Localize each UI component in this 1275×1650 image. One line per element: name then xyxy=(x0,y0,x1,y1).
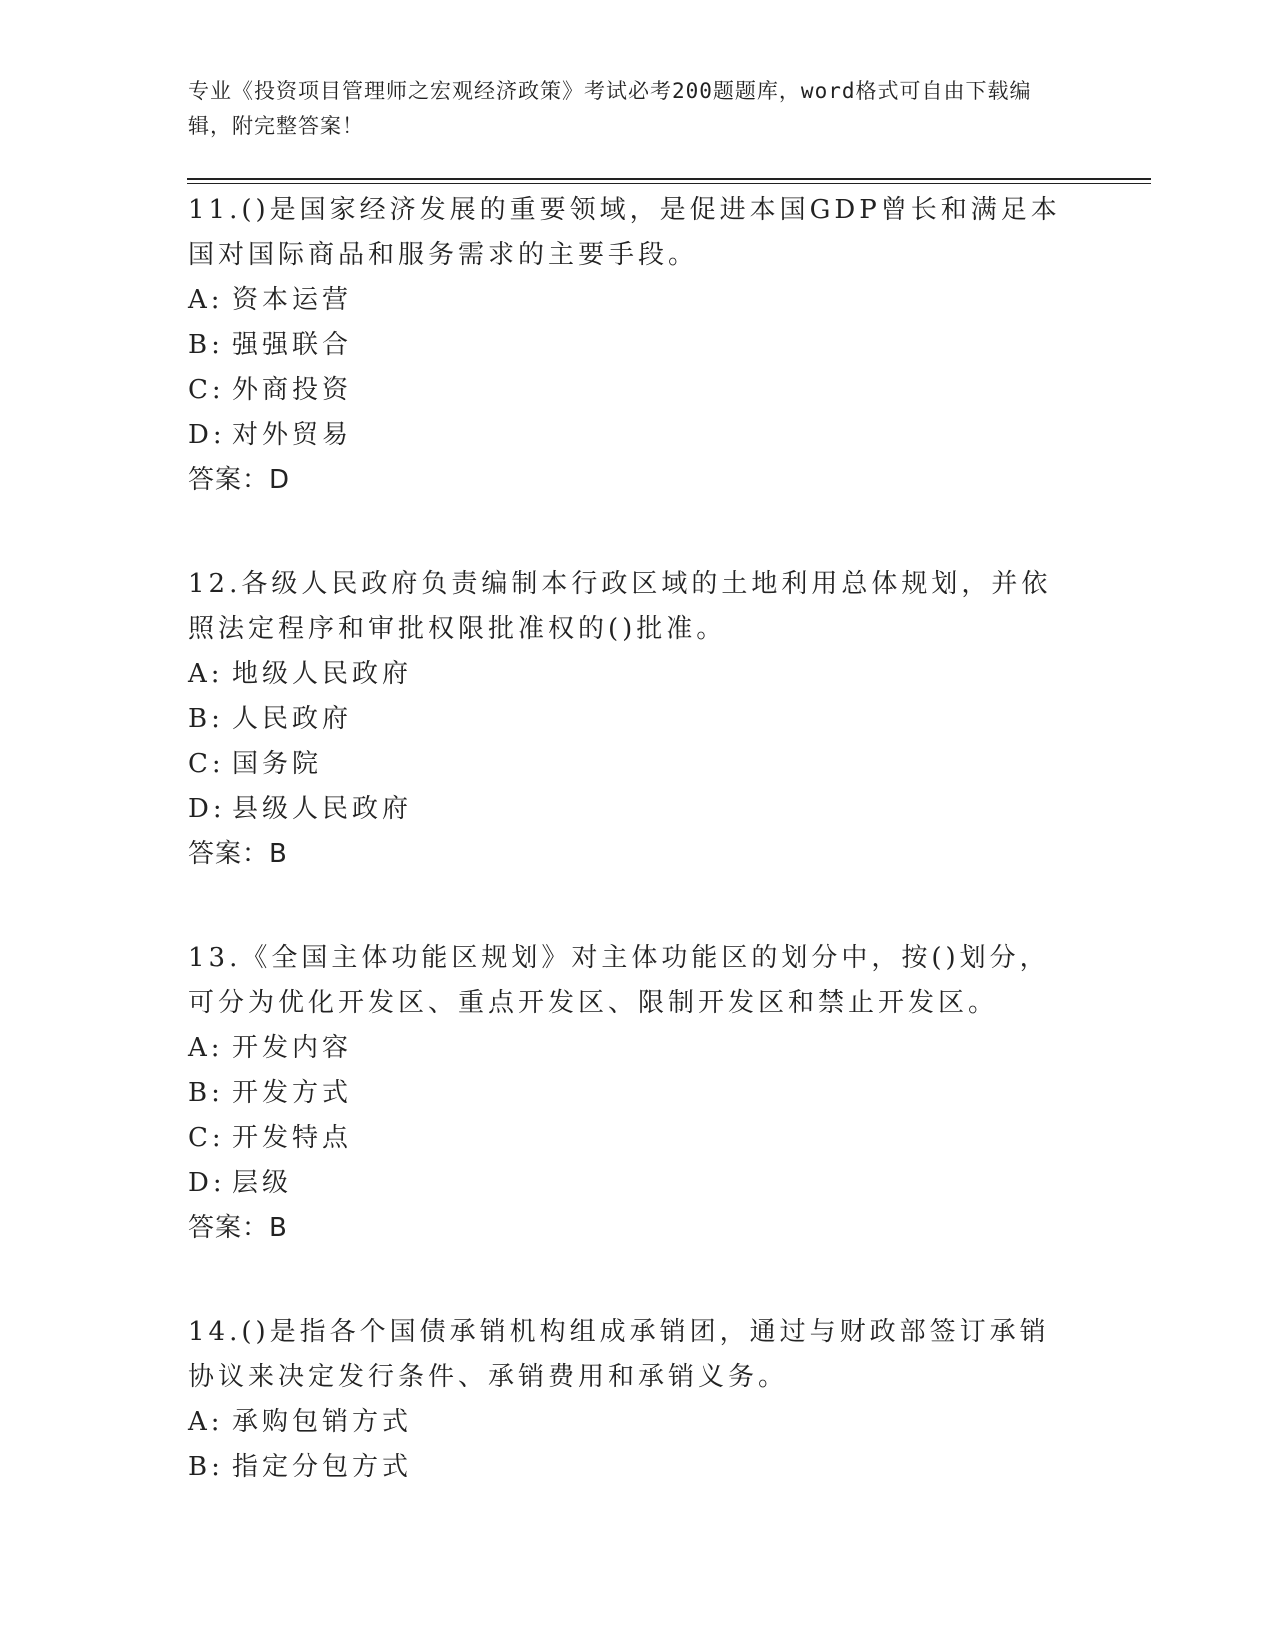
question-stem: 13.《全国主体功能区规划》对主体功能区的划分中，按()划分，可分为优化开发区、重点开发区、限制开发区和禁止开发区。 xyxy=(188,943,1050,1018)
question-12 xyxy=(188,562,1068,877)
option-letter: B: xyxy=(188,1078,224,1108)
option-text: 强强联合 xyxy=(232,330,353,360)
option-text: 开发方式 xyxy=(232,1078,353,1108)
option-a xyxy=(188,1026,1068,1071)
option-text: 县级人民政府 xyxy=(232,794,413,824)
option-letter: A: xyxy=(188,285,224,315)
question-13 xyxy=(188,936,1068,1251)
question-stem: 14.()是指各个国债承销机构组成承销团，通过与财政部签订承销协议来决定发行条件、承销费用和承销义务。 xyxy=(188,1317,1050,1392)
option-text: 外商投资 xyxy=(232,375,353,405)
question-list xyxy=(188,188,1068,1549)
question-11 xyxy=(188,188,1068,503)
option-letter: B: xyxy=(188,1452,224,1482)
answer-line: 答案：B xyxy=(188,1213,288,1243)
header-divider-thin xyxy=(187,183,1151,184)
answer-line: 答案：D xyxy=(188,465,291,495)
option-text: 开发内容 xyxy=(232,1033,353,1063)
option-d xyxy=(188,787,1068,832)
option-text: 开发特点 xyxy=(232,1123,353,1153)
question-stem: 12.各级人民政府负责编制本行政区域的土地利用总体规划，并依照法定程序和审批权限批准权的()批准。 xyxy=(188,569,1052,644)
option-letter: B: xyxy=(188,330,224,360)
option-letter: A: xyxy=(188,1407,224,1437)
option-a xyxy=(188,1400,1068,1445)
question-14 xyxy=(188,1310,1068,1490)
option-letter: A: xyxy=(188,1033,224,1063)
option-c xyxy=(188,742,1068,787)
option-letter: B: xyxy=(188,704,224,734)
option-text: 承购包销方式 xyxy=(232,1407,413,1437)
answer-line: 答案：B xyxy=(188,839,288,869)
option-d xyxy=(188,413,1068,458)
option-b xyxy=(188,1071,1068,1116)
option-text: 资本运营 xyxy=(232,285,353,315)
option-letter: D: xyxy=(188,1168,226,1198)
option-text: 国务院 xyxy=(232,749,323,779)
option-text: 层级 xyxy=(232,1168,293,1198)
option-letter: C: xyxy=(188,375,225,405)
option-letter: C: xyxy=(188,749,225,779)
option-c xyxy=(188,368,1068,413)
header-divider-thick xyxy=(187,178,1151,180)
document-header xyxy=(188,74,1068,144)
option-a xyxy=(188,278,1068,323)
option-text: 地级人民政府 xyxy=(232,659,413,689)
option-letter: A: xyxy=(188,659,224,689)
option-text: 人民政府 xyxy=(232,704,353,734)
option-d xyxy=(188,1161,1068,1206)
option-letter: D: xyxy=(188,794,226,824)
option-letter: C: xyxy=(188,1123,225,1153)
header-text: 专业《投资项目管理师之宏观经济政策》考试必考200题题库，word格式可自由下载编辑，附完整答案！ xyxy=(188,79,1032,138)
option-a xyxy=(188,652,1068,697)
option-c xyxy=(188,1116,1068,1161)
option-b xyxy=(188,697,1068,742)
option-text: 对外贸易 xyxy=(232,420,353,450)
option-b xyxy=(188,323,1068,368)
option-text: 指定分包方式 xyxy=(232,1452,413,1482)
option-letter: D: xyxy=(188,420,226,450)
option-b xyxy=(188,1445,1068,1490)
question-stem: 11.()是国家经济发展的重要领域，是促进本国GDP曾长和满足本国对国际商品和服务需求的主要手段。 xyxy=(188,195,1061,270)
